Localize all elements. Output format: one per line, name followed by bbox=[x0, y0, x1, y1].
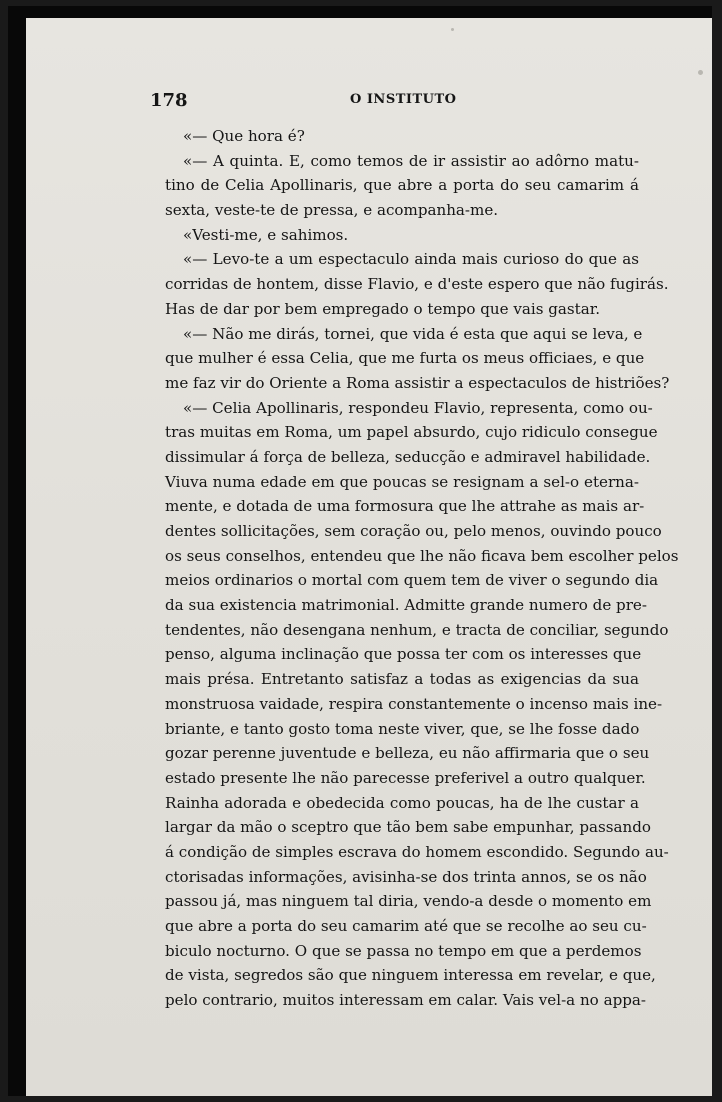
text-line: estado presente lhe não parecesse preferivel a outro qualquer. bbox=[165, 768, 646, 787]
text-line: largar da mão o sceptro que tão bem sabe empunhar, passando bbox=[165, 818, 651, 837]
running-title: O INSTITUTO bbox=[350, 92, 457, 107]
text-line: «Vesti-me, e sahimos. bbox=[183, 225, 349, 244]
text-line: tras muitas em Roma, um papel absurdo, cujo ridiculo consegue bbox=[165, 423, 658, 442]
text-line: dissimular á força de belleza, seducção e admiravel habilidade. bbox=[165, 447, 651, 466]
text-line: os seus conselhos, entendeu que lhe não ficava bem escolher pelos bbox=[165, 546, 679, 565]
text-line: dentes sollicitações, sem coração ou, pelo menos, ouvindo pouco bbox=[165, 522, 662, 540]
text-line: passou já, mas ninguem tal diria, vendo-a desde o momento em bbox=[165, 892, 652, 911]
text-line: de vista, segredos são que ninguem interessa em revelar, e que, bbox=[165, 966, 656, 985]
text-line: pelo contrario, muitos interessam em calar. Vais vel-a no appa- bbox=[165, 991, 646, 1010]
text-line: mente, e dotada de uma formosura que lhe attrahe as mais ar- bbox=[165, 497, 645, 516]
text-line: tino de Celia Apollinaris, que abre a porta do seu camarim á bbox=[165, 176, 639, 195]
text-line: ctorisadas informações, avisinha-se dos trinta annos, se os não bbox=[165, 867, 647, 886]
text-line: mais présa. Entretanto satisfaz a todas as exigencias da sua bbox=[165, 670, 639, 689]
text-line: que mulher é essa Celia, que me furta os meus officiaes, e que bbox=[165, 349, 645, 368]
text-line: «— Celia Apollinaris, respondeu Flavio, representa, como ou- bbox=[183, 398, 653, 417]
text-line: meios ordinarios o mortal com quem tem de viver o segundo dia bbox=[165, 571, 659, 590]
text-line: tendentes, não desengana nenhum, e tracta de conciliar, segundo bbox=[165, 620, 669, 639]
text-line: Viuva numa edade em que poucas se resignam a sel-o eterna- bbox=[165, 472, 639, 491]
text-line: «— Levo-te a um espectaculo ainda mais curioso do que as bbox=[183, 250, 639, 269]
text-line: gozar perenne juventude e belleza, eu não affirmaria que o seu bbox=[165, 744, 650, 763]
text-line: «— Que hora é? bbox=[183, 127, 305, 145]
text-line: que abre a porta do seu camarim até que se recolhe ao seu cu- bbox=[165, 917, 647, 935]
text-line: me faz vir do Oriente a Roma assistir a espectaculos de histriões? bbox=[165, 373, 670, 392]
body-text bbox=[165, 124, 679, 1013]
text-line: biculo nocturno. O que se passa no tempo em que a perdemos bbox=[165, 941, 642, 960]
paper-speck bbox=[698, 70, 703, 75]
text-line: «— Não me dirás, tornei, que vida é esta que aqui se leva, e bbox=[183, 324, 643, 343]
text-line: sexta, veste-te de pressa, e acompanha-me. bbox=[165, 201, 499, 220]
text-line: penso, alguma inclinação que possa ter com os interesses que bbox=[165, 645, 642, 664]
text-line: briante, e tanto gosto toma neste viver, que, se lhe fosse dado bbox=[165, 719, 640, 738]
page-header bbox=[150, 90, 640, 114]
text-line: Has de dar por bem empregado o tempo que vais gastar. bbox=[165, 299, 601, 318]
text-line: da sua existencia matrimonial. Admitte grande numero de pre- bbox=[165, 596, 647, 615]
page-number: 178 bbox=[150, 90, 188, 111]
paper-speck bbox=[451, 28, 454, 31]
text-line: «— A quinta. E, como temos de ir assistir ao adôrno matu- bbox=[183, 151, 639, 170]
text-line: monstruosa vaidade, respira constantemente o incenso mais ine- bbox=[165, 694, 663, 713]
text-line: Rainha adorada e obedecida como poucas, ha de lhe custar a bbox=[165, 793, 639, 812]
text-line: á condição de simples escrava do homem escondido. Segundo au- bbox=[165, 842, 669, 861]
text-line: corridas de hontem, disse Flavio, e d'este espero que não fugirás. bbox=[165, 275, 669, 294]
